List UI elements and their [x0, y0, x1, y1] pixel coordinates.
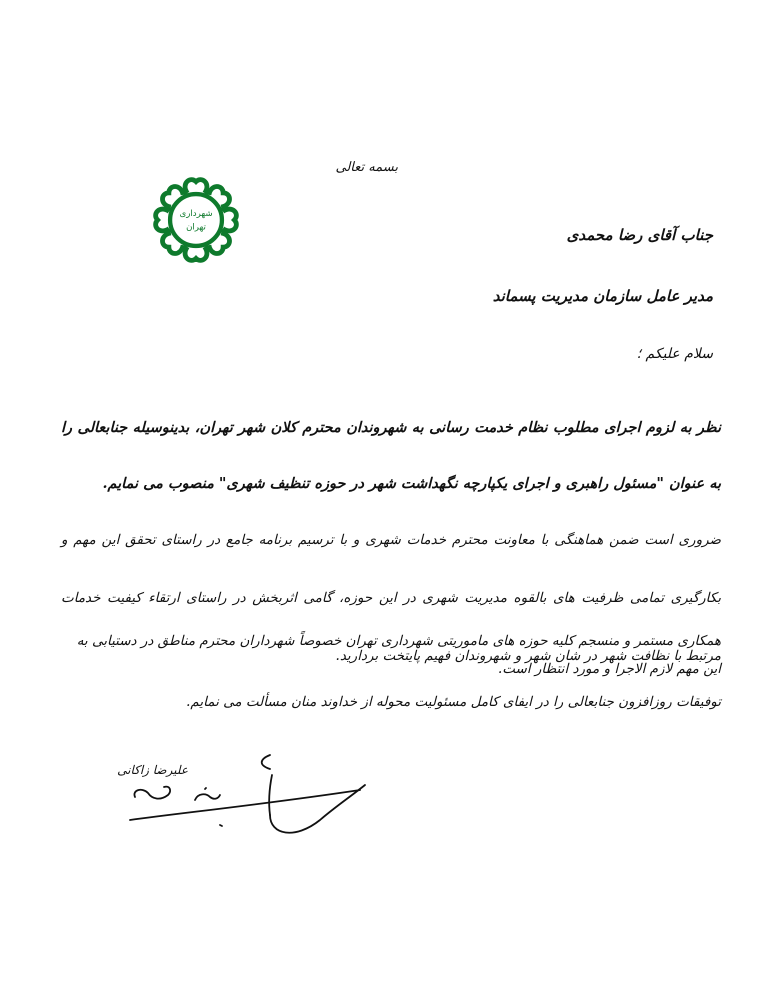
- signer-name: علیرضا زاکانی: [117, 763, 188, 777]
- logo-text-line1: شهرداری: [179, 209, 213, 220]
- paragraph-cooperation: همکاری مستمر و منسجم کلیه حوزه های ماموریتی شهرداری تهران خصوصاً شهرداران محترم مناطق در دستیابی به این مهم لازم الاجرا و مورد انتظار است.: [76, 633, 721, 677]
- tehran-municipality-logo-icon: [148, 172, 244, 268]
- recipient-name: جناب آقای رضا محمدی: [566, 226, 713, 244]
- basmala-heading: بسمه تعالی: [335, 160, 398, 175]
- handwritten-signature-icon: [120, 745, 370, 840]
- recipient-title: مدیر عامل سازمان مدیریت پسماند: [492, 287, 713, 305]
- logo-text-line2: تهران: [186, 222, 206, 233]
- paragraph-appointment: نظر به لزوم اجرای مطلوب نظام خدمت رسانی به شهروندان محترم کلان شهر تهران، بدینوسیله جنابعالی را به عنوان "مسئول راهبری و اجرای یکپارچه نگهداشت شهر در حوزه تنظیف شهری" منصوب می نمایم.: [61, 419, 721, 492]
- paragraph-closing: توفیقات روزافزون جنابعالی را در ایفای کامل مسئولیت محوله از خداوند منان مسألت می نمایم.: [186, 694, 721, 710]
- paragraph-instructions: ضروری است ضمن هماهنگی با معاونت محترم خدمات شهری و با ترسیم برنامه جامع در راستای تحقق این مهم و بکارگیری تمامی ظرفیت های بالقوه مدیریت شهری در این حوزه، گامی اثربخش در راستای ارتقاء کیفیت خدمات مرتبط با نظافت شهر در شان شهر و شهروندان فهیم پایتخت بردارید.: [61, 532, 721, 664]
- greeting: سلام علیکم ؛: [636, 346, 713, 362]
